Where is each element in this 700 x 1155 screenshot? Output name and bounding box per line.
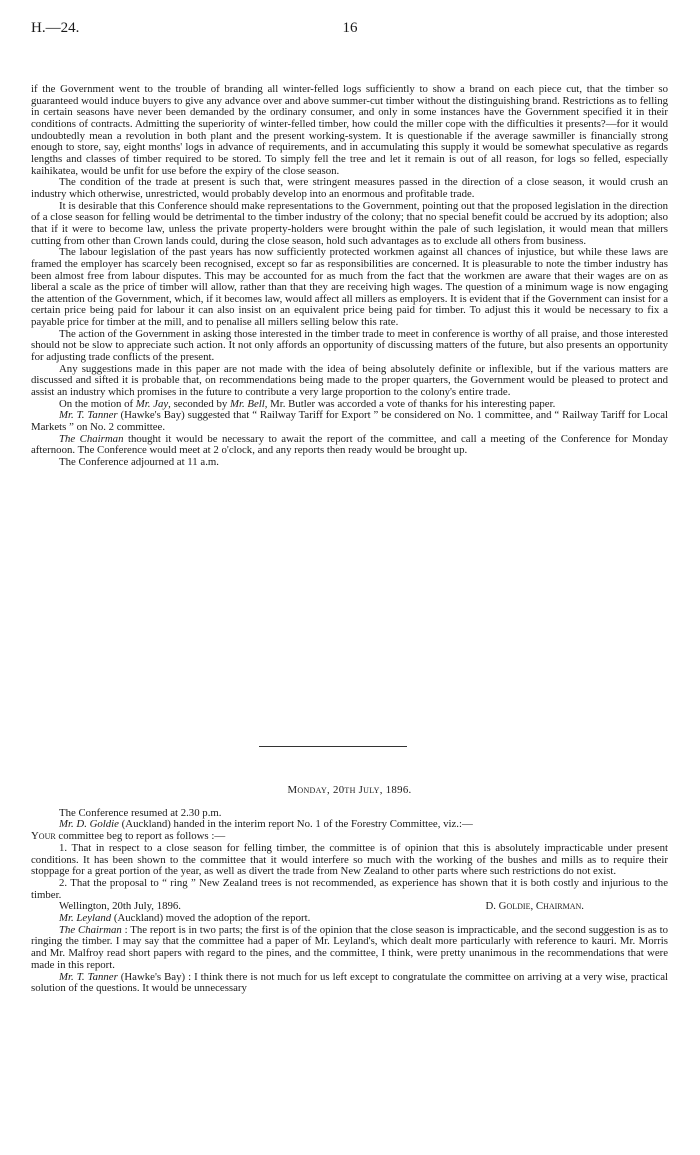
- speech-paragraph: [31, 410, 668, 433]
- place-date: Wellington, 20th July, 1896.: [59, 900, 181, 913]
- speech-paragraph: [31, 434, 668, 457]
- text-run: , Mr. Butler was accorded a vote of thanks for his interesting paper.: [264, 397, 556, 410]
- section-divider: [259, 746, 407, 747]
- paragraph: The Conference adjourned at 11 a.m.: [59, 456, 219, 468]
- text-run: (Auckland) handed in the interim report No. 1 of the Forestry Committee, viz.:—: [118, 818, 473, 831]
- report-item: 1. That in respect to a close season for felling timber, the committee is of opinion that this is absolutely impracticable under present conditions. It has been shown to the committee that it would interfere so much with the working of the bushes and mills as to require their stoppage for a great portion of the year, as well as divert the trade from New Zealand to other parts where such restrictions do not exist.: [31, 841, 668, 878]
- signatory: D. Goldie, Chairman.: [485, 900, 584, 913]
- text-run: committee beg to report as follows :—: [55, 830, 226, 843]
- paragraph: The action of the Government in asking those interested in the timber trade to meet in conference is worthy of all praise, and those interested should not be slow to appreciate such action. It not only affords an opportunity of discussing matters of the future, but also presents an opportunity for adjusting trade conflicts of the present.: [31, 327, 668, 364]
- speaker-name: Mr. D. Goldie: [59, 818, 119, 831]
- speaker-name: Mr. T. Tanner: [59, 970, 118, 983]
- paragraph: It is desirable that this Conference should make representations to the Government, pointing out that the proposed legislation in the direction of a close season for felling would be detrimental to the timber industry of the colony; that no special benefit could be accrued by its adoption; also that if it were to become law, unless the private property-holders were brought within the pale of such legislation, it would mean that millers cutting from other than Crown lands could, during the close season, hold such advantages as to exclude all others from business.: [31, 199, 668, 247]
- speaker-name: Mr. Jay: [135, 397, 169, 410]
- paragraph: The labour legislation of the past years has now sufficiently protected workmen against all chances of injustice, but while these laws are framed the employer has scarcely been recognised, except so far as responsibilities are concerned. It is pleasurable to note the timber industry has been almost free from labour disputes. This may be accounted for as much from the fact that the workmen are aware that their wages are on as liberal a scale as the price of timber will allow, rather than that they are receiving high wages. The question of a minimum wage is now engaging the attention of the Government, which, if it becomes law, would affect all millers as employers. It is evident that if the Government can insist for a certain price being paid for labour it can also insist on an equivalent price being paid for timber. To adjust this it would be necessary to fix a payable price for timber at the mill, and to penalise all millers selling below this rate.: [31, 246, 668, 329]
- paragraph: The Conference resumed at 2.30 p.m.: [59, 806, 222, 819]
- text-run: (Auckland) moved the adoption of the report.: [111, 912, 311, 925]
- page-number: 16: [342, 20, 358, 36]
- report-body: [31, 84, 668, 469]
- speech-paragraph: [31, 972, 668, 995]
- text-run: thought it would be necessary to await the report of the committee, and call a meeting of the Conference for Monday afternoon. The Conference would meet at 2 o'clock, and any reports then ready would be brought up.: [31, 432, 668, 457]
- minutes-body: [31, 785, 668, 995]
- speaker-name: Mr. T. Tanner: [59, 409, 118, 422]
- text-run: : The report is in two parts; the first is of the opinion that the close season is impracticable, and the second suggestion is as to ringing the timber. I may say that the committee had a paper of Mr. Leyland's, which dealt more particularly with reference to kauri. Mr. Morris and Mr. Malfroy read short papers with regard to the pines, and the committee, I think, were pretty unanimous in the recommendations that were made in this report.: [31, 923, 668, 971]
- paragraph: Any suggestions made in this paper are not made with the idea of being absolutely definite or inflexible, but if the various matters are discussed and sifted it is probable that, on recommendations being made to the proper quarters, the Government would be pleased to protect and assist an industry which promises in the future to contribute a very large proportion to the colony's entire trade.: [31, 362, 668, 399]
- paragraph: if the Government went to the trouble of branding all winter-felled logs sufficiently to show a brand on each piece cut, that the timber so guaranteed would induce buyers to give any advance over and above summer-cut timber without the distinguishing brand. Restrictions as to felling in certain seasons have never been demanded by the ordinary consumer, and only in some instances have the Government specified it in their conditions of contracts. Admitting the superiority of winter-felled timber, how could the miller cope with the difficulties it presents?—for it would undoubtedly mean a revolution in both plant and the present working-system. It is questionable if the average sawmiller is financially strong enough to store, say, eight months' logs in advance of requirements, and in accumulating this supply it would be somewhat speculative as regards lengths and classes of timber required to be stored. To simply fell the tree and let it remain is out of all reason, for logs so felled, especially kaihikatea, would be unfit for use before the expiry of the close season.: [31, 83, 668, 177]
- paragraph: The condition of the trade at present is such that, were stringent measures passed in the direction of a close season, it would crush an industry which otherwise, unrestricted, would probably develop into an enormous and profitable trade.: [31, 176, 668, 200]
- speaker-name: Mr. Leyland: [59, 912, 112, 925]
- report-item: 2. That the proposal to “ ring ” New Zealand trees is not recommended, as experience has shown that it is both costly and injurious to the timber.: [31, 876, 668, 901]
- text-run: (Hawke's Bay) suggested that “ Railway Tariff for Export ” be considered on No. 1 committee, and “ Railway Tariff for Local Markets ” on No. 2 committee.: [31, 409, 668, 434]
- paper-reference: H.—24.: [31, 20, 80, 36]
- session-date-heading: Monday, 20th July, 1896.: [287, 784, 412, 796]
- speaker-name: The Chairman: [59, 923, 122, 936]
- text-run: On the motion of: [59, 397, 136, 410]
- text-run: , seconded by: [168, 397, 230, 410]
- text-run: (Hawke's Bay) : I think there is not much for us left except to congratulate the committee on arriving at a very wise, practical solution of the questions. It would be unnecessary: [31, 970, 668, 995]
- text-run: Your: [31, 830, 56, 843]
- speaker-name: Mr. Bell: [229, 397, 265, 410]
- speech-paragraph: [31, 925, 668, 972]
- speaker-name: The Chairman: [59, 432, 124, 445]
